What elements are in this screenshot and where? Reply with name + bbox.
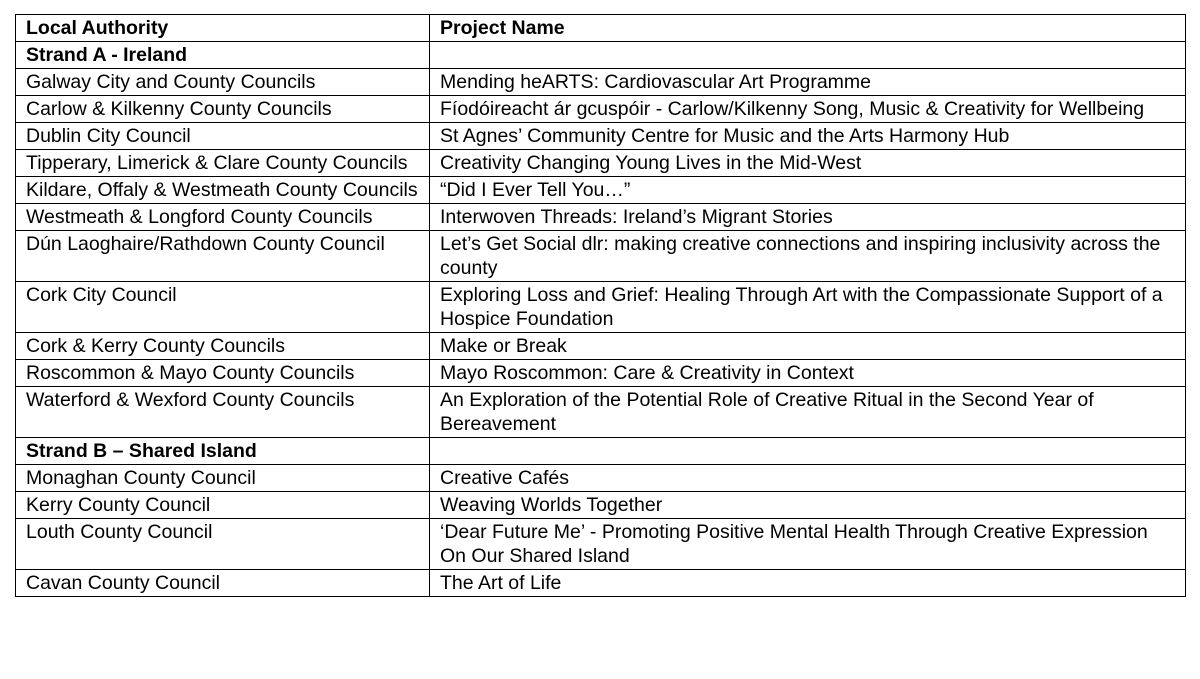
table-row bbox=[16, 177, 1186, 204]
authority-cell: Carlow & Kilkenny County Councils bbox=[16, 96, 430, 123]
projects-table bbox=[15, 14, 1186, 597]
authority-cell: Tipperary, Limerick & Clare County Councils bbox=[16, 150, 430, 177]
project-cell: Mayo Roscommon: Care & Creativity in Context bbox=[430, 360, 1186, 387]
header-local-authority: Local Authority bbox=[16, 15, 430, 42]
table-header-row bbox=[16, 15, 1186, 42]
authority-cell: Dublin City Council bbox=[16, 123, 430, 150]
project-cell: St Agnes’ Community Centre for Music and the Arts Harmony Hub bbox=[430, 123, 1186, 150]
project-cell: Fíodóireacht ár gcuspóir - Carlow/Kilkenny Song, Music & Creativity for Wellbeing bbox=[430, 96, 1186, 123]
authority-cell: Cavan County Council bbox=[16, 570, 430, 597]
project-cell: Creativity Changing Young Lives in the Mid-West bbox=[430, 150, 1186, 177]
strand-a-label: Strand A - Ireland bbox=[16, 42, 430, 69]
authority-cell: Kerry County Council bbox=[16, 492, 430, 519]
table-row bbox=[16, 231, 1186, 282]
table-row bbox=[16, 204, 1186, 231]
strand-a-empty-cell bbox=[430, 42, 1186, 69]
project-cell: Let’s Get Social dlr: making creative connections and inspiring inclusivity across the county bbox=[430, 231, 1186, 282]
table-row bbox=[16, 69, 1186, 96]
table-row bbox=[16, 123, 1186, 150]
project-cell: Interwoven Threads: Ireland’s Migrant Stories bbox=[430, 204, 1186, 231]
table-row bbox=[16, 492, 1186, 519]
table-row bbox=[16, 465, 1186, 492]
table-row bbox=[16, 96, 1186, 123]
strand-b-label: Strand B – Shared Island bbox=[16, 438, 430, 465]
table-row bbox=[16, 282, 1186, 333]
authority-cell: Kildare, Offaly & Westmeath County Councils bbox=[16, 177, 430, 204]
table-row bbox=[16, 387, 1186, 438]
project-cell: Make or Break bbox=[430, 333, 1186, 360]
authority-cell: Louth County Council bbox=[16, 519, 430, 570]
authority-cell: Dún Laoghaire/Rathdown County Council bbox=[16, 231, 430, 282]
authority-cell: Waterford & Wexford County Councils bbox=[16, 387, 430, 438]
project-cell: Exploring Loss and Grief: Healing Through Art with the Compassionate Support of a Hospice Foundation bbox=[430, 282, 1186, 333]
table-row bbox=[16, 150, 1186, 177]
authority-cell: Monaghan County Council bbox=[16, 465, 430, 492]
project-cell: “Did I Ever Tell You…” bbox=[430, 177, 1186, 204]
table-row bbox=[16, 519, 1186, 570]
project-cell: Creative Cafés bbox=[430, 465, 1186, 492]
project-cell: An Exploration of the Potential Role of Creative Ritual in the Second Year of Bereavement bbox=[430, 387, 1186, 438]
authority-cell: Cork & Kerry County Councils bbox=[16, 333, 430, 360]
project-cell: ‘Dear Future Me’ - Promoting Positive Mental Health Through Creative Expression On Our Shared Island bbox=[430, 519, 1186, 570]
header-project-name: Project Name bbox=[430, 15, 1186, 42]
project-cell: Mending heARTS: Cardiovascular Art Programme bbox=[430, 69, 1186, 96]
project-cell: The Art of Life bbox=[430, 570, 1186, 597]
strand-a-heading-row bbox=[16, 42, 1186, 69]
table-row bbox=[16, 570, 1186, 597]
authority-cell: Roscommon & Mayo County Councils bbox=[16, 360, 430, 387]
project-cell: Weaving Worlds Together bbox=[430, 492, 1186, 519]
authority-cell: Cork City Council bbox=[16, 282, 430, 333]
authority-cell: Galway City and County Councils bbox=[16, 69, 430, 96]
strand-b-empty-cell bbox=[430, 438, 1186, 465]
strand-b-heading-row bbox=[16, 438, 1186, 465]
table-row bbox=[16, 333, 1186, 360]
table-row bbox=[16, 360, 1186, 387]
authority-cell: Westmeath & Longford County Councils bbox=[16, 204, 430, 231]
